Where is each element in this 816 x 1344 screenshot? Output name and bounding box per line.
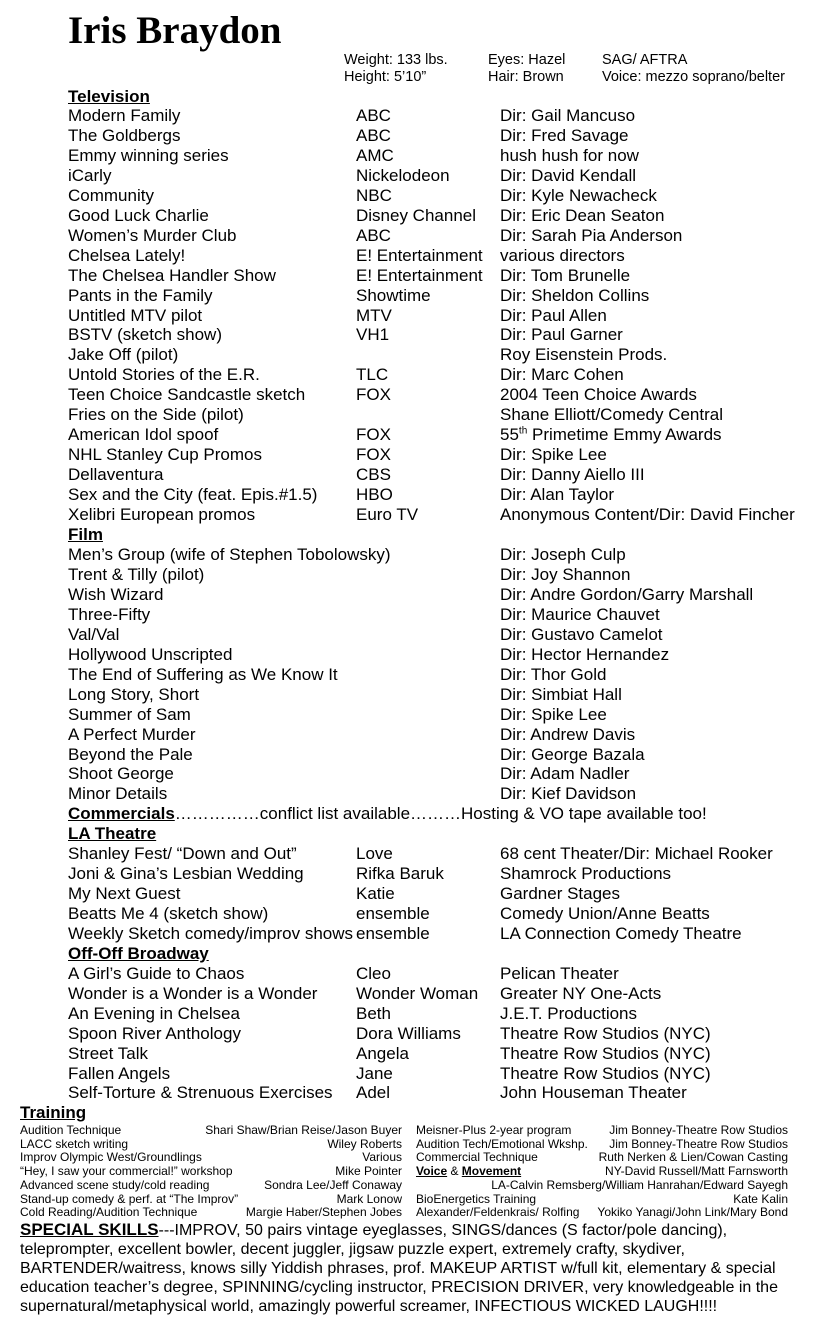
credit-title: Beatts Me 4 (sketch show) bbox=[68, 904, 269, 923]
credit-director-venue: J.E.T. Productions bbox=[500, 1003, 638, 1023]
training-course-2: BioEnergetics Training bbox=[416, 1191, 537, 1206]
credit-director-venue: Dir: Sarah Pia Anderson bbox=[500, 225, 683, 245]
training-instructor: Wiley Roberts bbox=[327, 1136, 402, 1151]
credit-title: Spoon River Anthology bbox=[68, 1023, 241, 1043]
credit-network-role: ensemble bbox=[356, 904, 430, 923]
credit-director-venue: Dir: Adam Nadler bbox=[500, 764, 630, 784]
training-course: Improv Olympic West/Groundlings bbox=[20, 1150, 202, 1165]
credit-director-venue: Dir: Andre Gordon/Garry Marshall bbox=[500, 584, 754, 604]
film-heading: Film bbox=[68, 525, 103, 544]
credit-director-venue: 2004 Teen Choice Awards bbox=[500, 385, 697, 405]
credit-title: Chelsea Lately! bbox=[68, 245, 186, 265]
training-instructor-2: Jim Bonney-Theatre Row Studios bbox=[609, 1136, 788, 1151]
training-row bbox=[0, 1150, 816, 1164]
credit-network-role: FOX bbox=[356, 445, 391, 465]
training-course: “Hey, I saw your commercial!” workshop bbox=[20, 1164, 233, 1179]
credit-network-role: MTV bbox=[356, 305, 392, 325]
credit-network-role: ABC bbox=[356, 106, 391, 125]
credit-title: iCarly bbox=[68, 165, 112, 185]
credit-director-venue: John Houseman Theater bbox=[500, 1083, 687, 1103]
credit-director-venue: Theatre Row Studios (NYC) bbox=[500, 1023, 711, 1043]
training-instructor-2: Ruth Nerken & Lien/Cowan Casting bbox=[598, 1150, 788, 1165]
training-heading: Training bbox=[20, 1103, 87, 1122]
credit-network-role: AMC bbox=[356, 145, 394, 165]
training-row bbox=[0, 1164, 816, 1178]
credit-director-venue: Dir: Spike Lee bbox=[500, 704, 607, 724]
credit-director-venue: Dir: Kyle Newacheck bbox=[500, 185, 657, 205]
credit-director-venue: Dir: Kief Davidson bbox=[500, 784, 637, 804]
special-skills-text: ---IMPROV, 50 pairs vintage eyeglasses, SINGS/dances (S factor/pole dancing), teleprompter, excellent bowler, decent juggler, jigsaw puzzle expert, extremely crafty, skydiver, BARTENDER/waitress, knows silly Yiddish phrases, prof. MAKEUP ARTIST w/full kit, elementary & special education teacher’s degree, SPINNING/cycling instructor, PRECISION DRIVER, very knowledgeable in the supernatural/metaphysical world, amazingly powerful screamer, INFECTIOUS WICKED LAUGH!!!! bbox=[20, 1222, 778, 1315]
credit-network-role: HBO bbox=[356, 485, 393, 505]
credit-title: Jake Off (pilot) bbox=[68, 345, 179, 365]
credit-title: BSTV (sketch show) bbox=[68, 325, 222, 345]
training-course: Advanced scene study/cold reading bbox=[20, 1177, 210, 1192]
training-instructor-2: Yokiko Yanagi/John Link/Mary Bond bbox=[597, 1205, 788, 1220]
credit-title: Xelibri European promos bbox=[68, 505, 256, 524]
credit-director-venue: hush hush for now bbox=[500, 145, 639, 165]
credit-network-role: Katie bbox=[356, 884, 395, 903]
commercials-heading: Commercials bbox=[68, 804, 175, 823]
special-skills-heading: SPECIAL SKILLS bbox=[20, 1220, 159, 1239]
training-row bbox=[0, 1137, 816, 1151]
credit-director-venue: Theatre Row Studios (NYC) bbox=[500, 1063, 711, 1083]
credit-director-venue: LA Connection Comedy Theatre bbox=[500, 924, 742, 943]
credit-title: Shoot George bbox=[68, 764, 174, 784]
credit-network-role: Love bbox=[356, 844, 393, 863]
ampersand: & bbox=[447, 1164, 462, 1179]
credit-title: Good Luck Charlie bbox=[68, 205, 209, 225]
credit-director-venue: Dir: David Kendall bbox=[500, 165, 637, 185]
credit-director-venue: Roy Eisenstein Prods. bbox=[500, 345, 668, 365]
height-stat: Height: 5’10” bbox=[344, 69, 427, 85]
credit-network-role: Jane bbox=[356, 1063, 393, 1083]
training-course-2: Audition Tech/Emotional Wkshp. bbox=[416, 1136, 588, 1151]
actor-name: Iris Braydon bbox=[68, 9, 282, 52]
training-row bbox=[0, 1178, 816, 1192]
credit-director-venue: 55th Primetime Emmy Awards bbox=[500, 425, 722, 445]
credit-title: An Evening in Chelsea bbox=[68, 1003, 241, 1023]
eyes-stat: Eyes: Hazel bbox=[488, 52, 566, 68]
credit-title: Val/Val bbox=[68, 624, 120, 644]
credit-director-venue: Dir: Andrew Davis bbox=[500, 724, 636, 744]
credit-title: Pants in the Family bbox=[68, 285, 213, 305]
credit-title: Untold Stories of the E.R. bbox=[68, 365, 260, 385]
credit-title: Long Story, Short bbox=[68, 684, 200, 704]
training-course: Stand-up comedy & perf. at “The Improv” bbox=[20, 1191, 239, 1206]
credit-director-venue: Dir: Gail Mancuso bbox=[500, 106, 636, 125]
credit-network-role: FOX bbox=[356, 425, 391, 445]
credit-director-venue: Dir: Marc Cohen bbox=[500, 365, 624, 385]
credit-director-venue: Greater NY One-Acts bbox=[500, 983, 662, 1003]
credit-network-role: ABC bbox=[356, 225, 391, 245]
commercials-line bbox=[68, 804, 707, 824]
credit-network-role: E! Entertainment bbox=[356, 265, 483, 285]
credit-network-role: TLC bbox=[356, 365, 389, 385]
credit-director-venue: Dir: George Bazala bbox=[500, 744, 645, 764]
training-instructor-2: LA-Calvin Remsberg/William Hanrahan/Edward Sayegh bbox=[491, 1177, 788, 1192]
credit-title: Street Talk bbox=[68, 1043, 149, 1063]
commercials-note: ……………conflict list available………Hosting & VO tape available too! bbox=[174, 804, 707, 823]
training-course-2 bbox=[416, 1164, 521, 1178]
credit-director-venue: Dir: Maurice Chauvet bbox=[500, 604, 660, 624]
credit-network-role: E! Entertainment bbox=[356, 245, 483, 265]
special-skills bbox=[20, 1220, 806, 1316]
credit-title: Men’s Group (wife of Stephen Tobolowsky) bbox=[68, 545, 391, 564]
credit-title: Community bbox=[68, 185, 154, 205]
credit-title: Weekly Sketch comedy/improv shows bbox=[68, 924, 354, 943]
training-instructor-2: NY-David Russell/Matt Farnsworth bbox=[605, 1164, 788, 1179]
training-row bbox=[0, 1205, 816, 1219]
credit-title: Modern Family bbox=[68, 106, 181, 125]
credit-network-role: Adel bbox=[356, 1083, 391, 1103]
credit-network-role: ensemble bbox=[356, 924, 430, 943]
credit-network-role: VH1 bbox=[356, 325, 390, 345]
off-off-broadway-heading: Off-Off Broadway bbox=[68, 944, 209, 963]
training-instructor-2: Kate Kalin bbox=[733, 1191, 788, 1206]
credit-director-venue: Dir: Thor Gold bbox=[500, 664, 607, 684]
credit-network-role: ABC bbox=[356, 125, 391, 145]
credit-title: Fries on the Side (pilot) bbox=[68, 405, 244, 425]
credit-director-venue: Pelican Theater bbox=[500, 964, 619, 983]
credit-network-role: Cleo bbox=[356, 964, 391, 983]
credit-director-venue: Gardner Stages bbox=[500, 884, 621, 903]
credit-title: Fallen Angels bbox=[68, 1063, 171, 1083]
credit-network-role: Wonder Woman bbox=[356, 983, 479, 1003]
credit-network-role: Disney Channel bbox=[356, 205, 477, 225]
training-row bbox=[0, 1192, 816, 1206]
credit-director-venue: Dir: Sheldon Collins bbox=[500, 285, 650, 305]
credit-title: The Goldbergs bbox=[68, 125, 181, 145]
weight-stat: Weight: 133 lbs. bbox=[344, 52, 448, 68]
credit-network-role: Euro TV bbox=[356, 505, 419, 524]
credit-title: Untitled MTV pilot bbox=[68, 305, 203, 325]
credit-network-role: CBS bbox=[356, 465, 391, 485]
credit-director-venue: Dir: Gustavo Camelot bbox=[500, 624, 663, 644]
training-row bbox=[0, 1123, 816, 1137]
training-instructor: Mark Lonow bbox=[336, 1191, 402, 1206]
credit-title: Three-Fifty bbox=[68, 604, 151, 624]
la-theatre-heading: LA Theatre bbox=[68, 824, 157, 843]
training-instructor: Margie Haber/Stephen Jobes bbox=[245, 1205, 402, 1220]
credit-director-venue: Dir: Paul Garner bbox=[500, 325, 623, 345]
credit-title: American Idol spoof bbox=[68, 425, 219, 445]
credit-director-venue: Dir: Eric Dean Seaton bbox=[500, 205, 665, 225]
credit-title: Summer of Sam bbox=[68, 704, 191, 724]
training-course: Cold Reading/Audition Technique bbox=[20, 1205, 198, 1220]
credit-title: Shanley Fest/ “Down and Out” bbox=[68, 844, 297, 863]
credit-director-venue: Dir: Fred Savage bbox=[500, 125, 629, 145]
credit-title: Wish Wizard bbox=[68, 584, 164, 604]
credit-title: Minor Details bbox=[68, 784, 168, 804]
credit-network-role: Dora Williams bbox=[356, 1023, 461, 1043]
training-instructor: Shari Shaw/Brian Reise/Jason Buyer bbox=[205, 1123, 402, 1137]
credit-title: Dellaventura bbox=[68, 465, 164, 485]
voice-stat: Voice: mezzo soprano/belter bbox=[602, 69, 785, 85]
credit-title: A Perfect Murder bbox=[68, 724, 196, 744]
voice-label: Voice bbox=[416, 1164, 448, 1179]
credit-title: Hollywood Unscripted bbox=[68, 644, 233, 664]
training-instructor: Mike Pointer bbox=[335, 1164, 402, 1179]
hair-stat: Hair: Brown bbox=[488, 69, 564, 85]
movement-label: Movement bbox=[461, 1164, 522, 1179]
television-heading: Television bbox=[68, 87, 150, 106]
credit-director-venue: Dir: Joy Shannon bbox=[500, 564, 631, 584]
training-course-2: Meisner-Plus 2-year program bbox=[416, 1123, 572, 1137]
credit-title: The Chelsea Handler Show bbox=[68, 265, 276, 285]
training-instructor-2: Jim Bonney-Theatre Row Studios bbox=[609, 1123, 788, 1137]
training-instructor: Sondra Lee/Jeff Conaway bbox=[264, 1177, 402, 1192]
training-course: Audition Technique bbox=[20, 1123, 122, 1137]
credit-director-venue: Dir: Tom Brunelle bbox=[500, 265, 631, 285]
credit-director-venue: Dir: Simbiat Hall bbox=[500, 684, 622, 704]
union-stat: SAG/ AFTRA bbox=[602, 52, 688, 68]
credit-title: Sex and the City (feat. Epis.#1.5) bbox=[68, 485, 318, 505]
credit-director-venue: Dir: Spike Lee bbox=[500, 445, 607, 465]
credit-director-venue: Theatre Row Studios (NYC) bbox=[500, 1043, 711, 1063]
training-course-2: Commercial Technique bbox=[416, 1150, 538, 1165]
credit-network-role: Nickelodeon bbox=[356, 165, 450, 185]
credit-title: Self-Torture & Strenuous Exercises bbox=[68, 1083, 333, 1103]
credit-network-role: Beth bbox=[356, 1003, 391, 1023]
credit-title: Trent & Tilly (pilot) bbox=[68, 564, 205, 584]
credit-director-venue: Dir: Danny Aiello III bbox=[500, 465, 645, 485]
credit-director-venue: Shane Elliott/Comedy Central bbox=[500, 405, 724, 425]
training-course: LACC sketch writing bbox=[20, 1136, 129, 1151]
training-course-2: Alexander/Feldenkrais/ Rolfing bbox=[416, 1205, 580, 1220]
credit-network-role: Angela bbox=[356, 1043, 409, 1063]
credit-network-role: NBC bbox=[356, 185, 392, 205]
credit-director-venue: Comedy Union/Anne Beatts bbox=[500, 904, 710, 923]
credit-network-role: Showtime bbox=[356, 285, 431, 305]
credit-title: The End of Suffering as We Know It bbox=[68, 664, 338, 684]
credit-network-role: FOX bbox=[356, 385, 391, 405]
credit-network-role: Rifka Baruk bbox=[356, 864, 444, 883]
training-instructor: Various bbox=[362, 1150, 402, 1165]
credit-title: Women’s Murder Club bbox=[68, 225, 237, 245]
credit-director-venue: Dir: Alan Taylor bbox=[500, 485, 615, 505]
credit-director-venue: Dir: Paul Allen bbox=[500, 305, 607, 325]
credit-title: My Next Guest bbox=[68, 884, 181, 903]
credit-director-venue: Anonymous Content/Dir: David Fincher bbox=[500, 505, 795, 524]
credit-director-venue: Dir: Hector Hernandez bbox=[500, 644, 670, 664]
credit-director-venue: Shamrock Productions bbox=[500, 864, 672, 883]
credit-title: NHL Stanley Cup Promos bbox=[68, 445, 263, 465]
credit-title: Joni & Gina’s Lesbian Wedding bbox=[68, 864, 304, 883]
credit-title: Teen Choice Sandcastle sketch bbox=[68, 385, 306, 405]
credit-director-venue: 68 cent Theater/Dir: Michael Rooker bbox=[500, 844, 773, 863]
credit-title: Beyond the Pale bbox=[68, 744, 193, 764]
credit-director-venue: various directors bbox=[500, 245, 625, 265]
credit-title: A Girl’s Guide to Chaos bbox=[68, 964, 245, 983]
credit-director-venue: Dir: Joseph Culp bbox=[500, 545, 626, 564]
credit-title: Wonder is a Wonder is a Wonder bbox=[68, 983, 318, 1003]
credit-title: Emmy winning series bbox=[68, 145, 229, 165]
